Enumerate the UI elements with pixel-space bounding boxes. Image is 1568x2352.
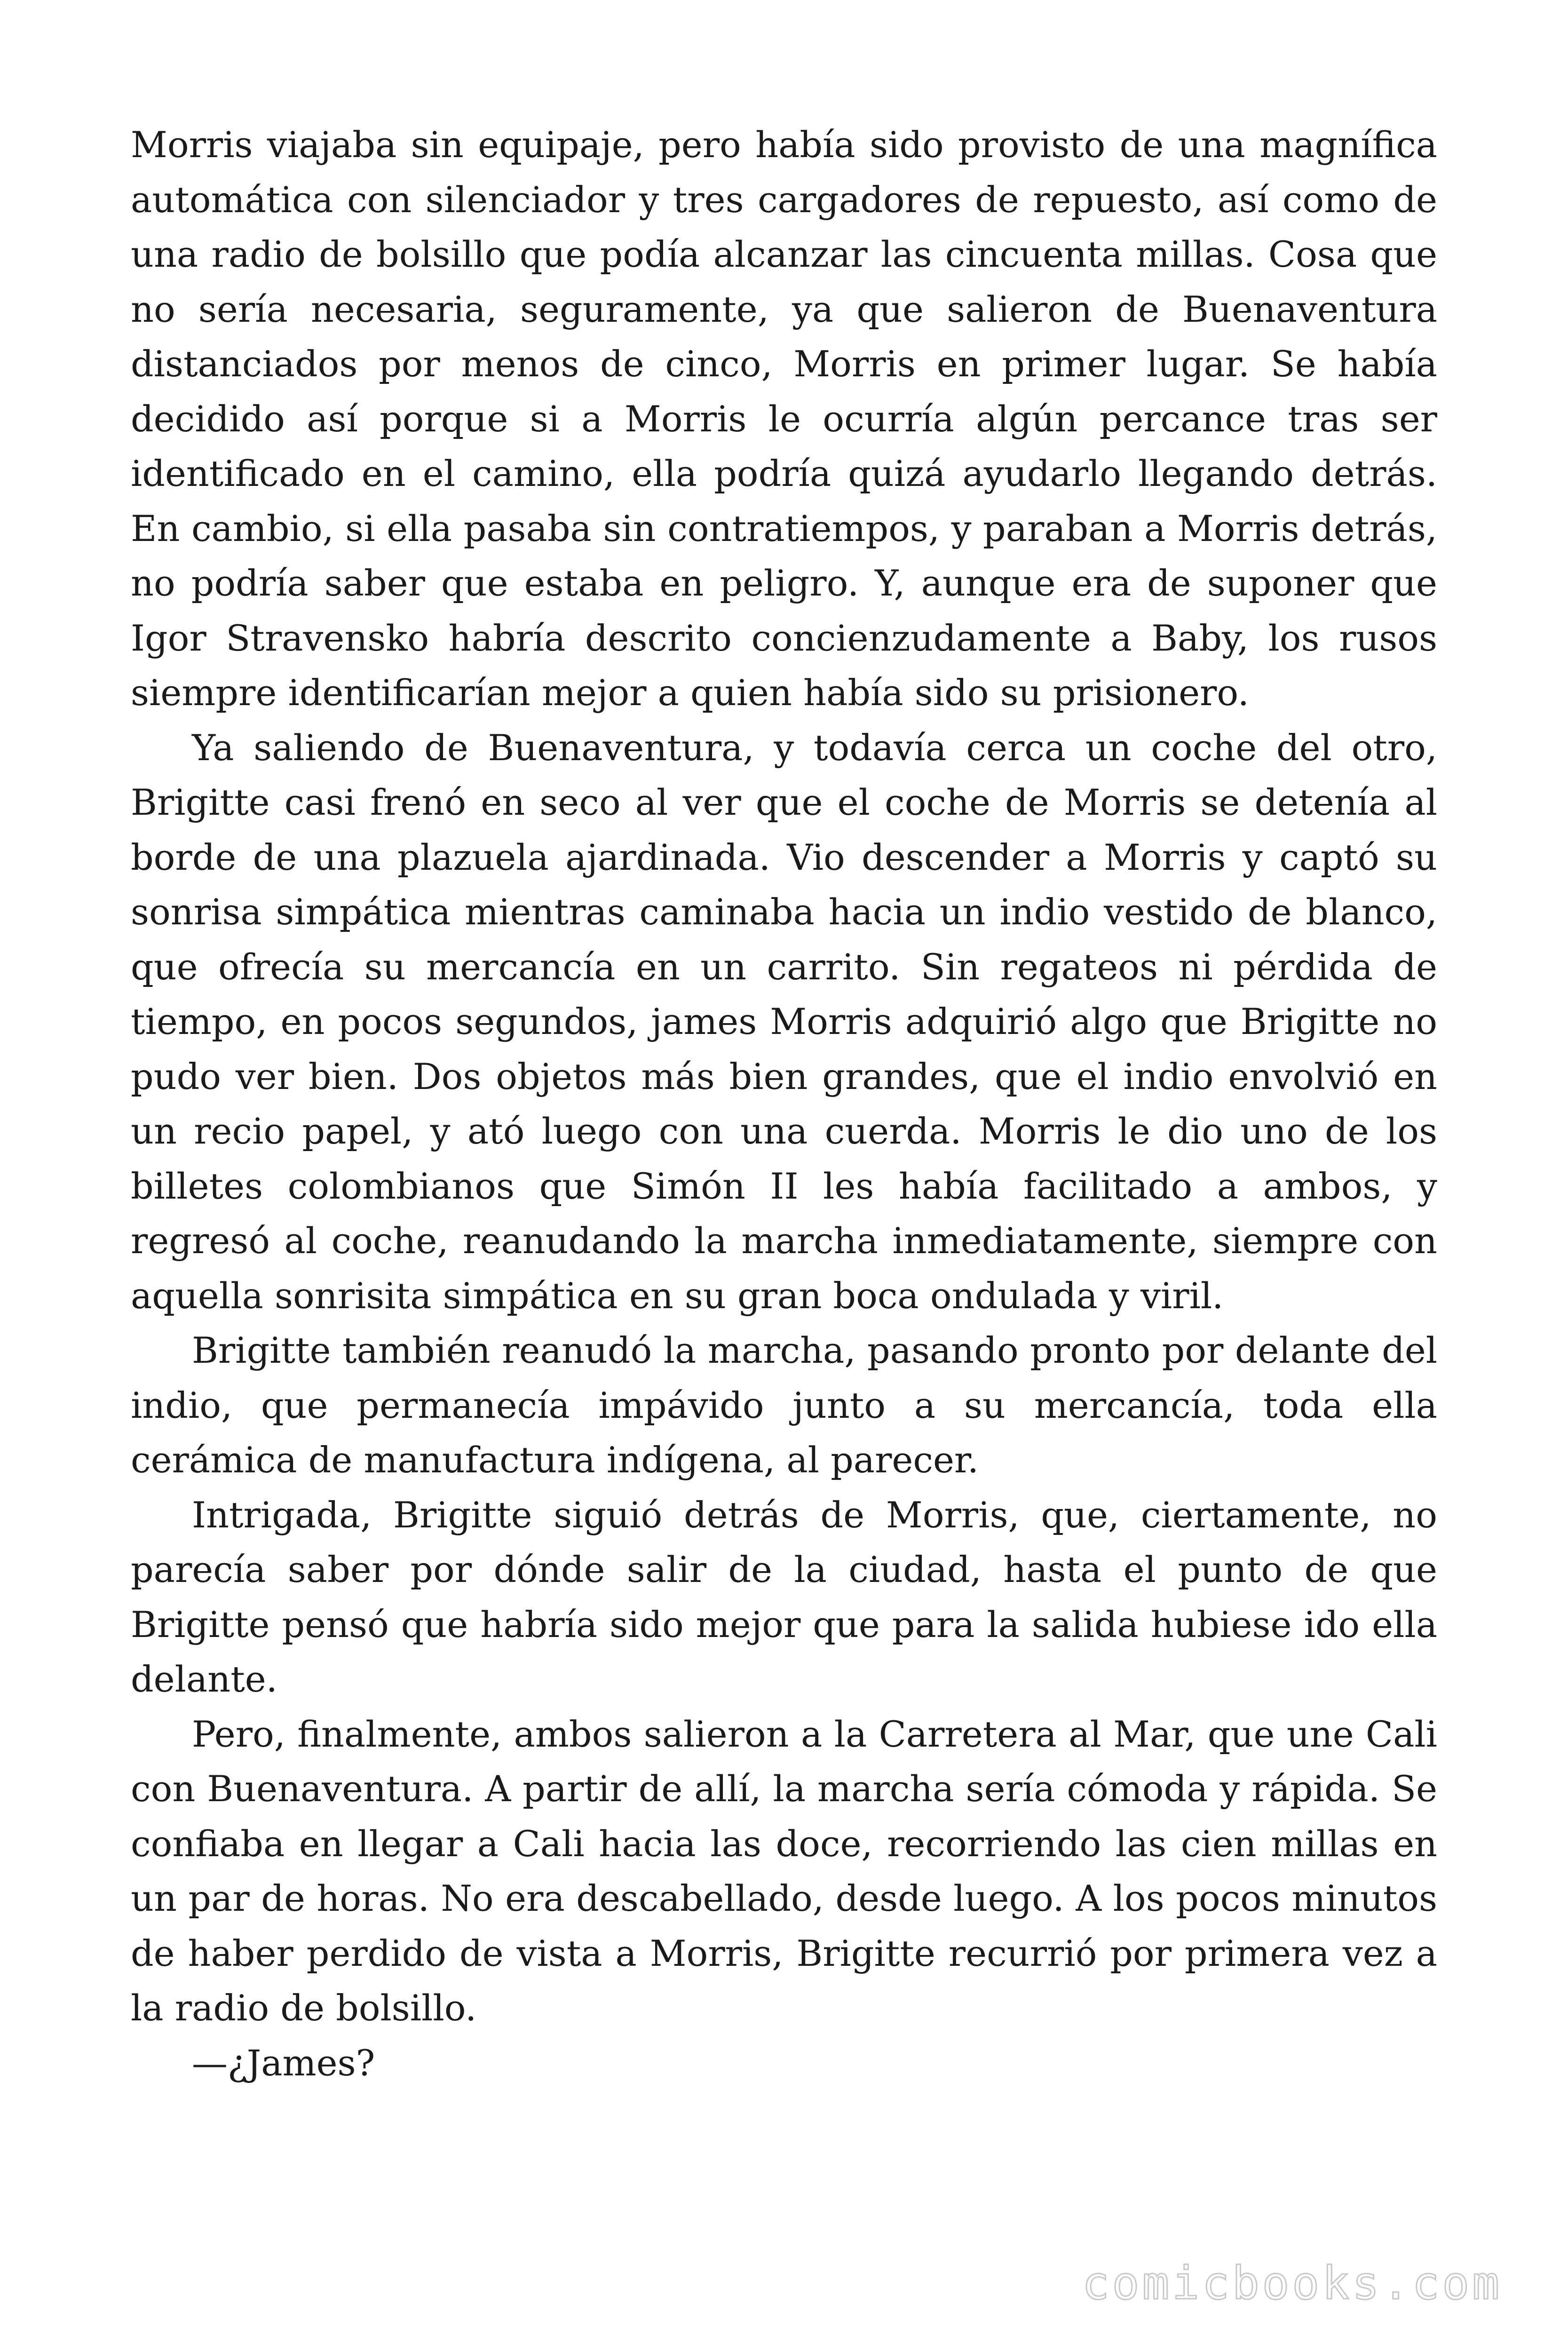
paragraph: Pero, finalmente, ambos salieron a la Carretera al Mar, que une Cali con Buenaventura. A partir de allí, la marcha sería cómoda y rápida. Se confiaba en llegar a Cali hacia las doce, recorriendo las cien millas en un par de horas. No era descabellado, desde luego. A los pocos minutos de haber perdido de vista a Morris, Brigitte recurrió por primera vez a la radio de bolsillo. <box>131 1713 1437 2029</box>
paragraph: Intrigada, Brigitte siguió detrás de Morris, que, ciertamente, no parecía saber por dónde salir de la ciudad, hasta el punto de que Brigitte pensó que habría sido mejor que para la salida hubiese ido ella delante. <box>131 1494 1437 1700</box>
body-text <box>131 118 1437 2090</box>
paragraph: Brigitte también reanudó la marcha, pasando pronto por delante del indio, que permanecía impávido junto a su mercancía, toda ella cerámica de manufactura indígena, al parecer. <box>131 1329 1437 1481</box>
paragraph: Ya saliendo de Buenaventura, y todavía cerca un coche del otro, Brigitte casi frenó en seco al ver que el coche de Morris se detenía al borde de una plazuela ajardinada. Vio descender a Morris y captó su sonrisa simpática mientras caminaba hacia un indio vestido de blanco, que ofrecía su mercancía en un carrito. Sin regateos ni pérdida de tiempo, en pocos segundos, james Morris adquirió algo que Brigitte no pudo ver bien. Dos objetos más bien grandes, que el indio envolvió en un recio papel, y ató luego con una cuerda. Morris le dio uno de los billetes colombianos que Simón II les había facilitado a ambos, y regresó al coche, reanudando la marcha inmediatamente, siempre con aquella sonrisita simpática en su gran boca ondulada y viril. <box>131 726 1437 1317</box>
watermark: comicbooks.com <box>1082 2257 1502 2310</box>
paragraph: —¿James? <box>192 2042 375 2084</box>
paragraph: Morris viajaba sin equipaje, pero había sido provisto de una magnífica automática con silenciador y tres cargadores de repuesto, así como de una radio de bolsillo que podía alcanzar las cincuenta millas. Cosa que no sería necesaria, seguramente, ya que salieron de Buenaventura distanciados por menos de cinco, Morris en primer lugar. Se había decidido así porque si a Morris le ocurría algún percance tras ser identificado en el camino, ella podría quizá ayudarlo llegando detrás. En cambio, si ella pasaba sin contratiempos, y paraban a Morris detrás, no podría saber que estaba en peligro. Y, aunque era de suponer que Igor Stravensko habría descrito concienzudamente a Baby, los rusos siempre identificarían mejor a quien había sido su prisionero. <box>131 124 1437 714</box>
